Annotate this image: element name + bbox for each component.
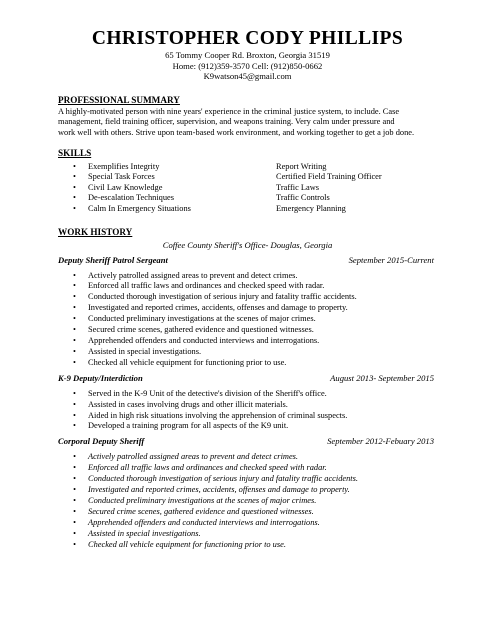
duty-item: • Assisted in special investigations. — [58, 347, 437, 358]
duty-item: • Assisted in special investigations. — [58, 529, 437, 540]
job-title: Deputy Sheriff Patrol Sergeant — [58, 254, 168, 265]
duty-item: • Aided in high risk situations involving the apprehension of criminal suspects. — [58, 411, 437, 422]
work-history-heading: WORK HISTORY — [58, 226, 133, 237]
skill-item: • Calm In Emergency Situations — [58, 204, 276, 215]
duty-item: • Apprehended offenders and conducted interviews and interrogations. — [58, 518, 437, 529]
job-dates: September 2015-Current — [348, 254, 434, 265]
skill-item: Certified Field Training Officer — [276, 172, 382, 182]
skill-item: • De-escalation Techniques — [58, 193, 276, 204]
skills-heading: SKILLS — [58, 147, 92, 158]
job-header — [58, 373, 437, 384]
duty-item: • Checked all vehicle equipment for functioning prior to use. — [58, 358, 437, 369]
summary-text — [58, 107, 437, 139]
job-duties — [58, 452, 437, 550]
duty-item: • Served in the K-9 Unit of the detective's division of the Sheriff's office. — [58, 389, 437, 400]
duty-item: • Actively patrolled assigned areas to prevent and detect crimes. — [58, 271, 437, 282]
email-line: K9watson45@gmail.com — [203, 71, 292, 82]
job-dates: September 2012-Febuary 2013 — [327, 436, 434, 447]
skill-item: Traffic Laws — [276, 182, 320, 192]
duty-item: • Enforced all traffic laws and ordinances and checked speed with radar. — [58, 463, 437, 474]
duty-item: • Conducted preliminary investigations at the scenes of major crimes. — [58, 496, 437, 507]
skill-item: • Civil Law Knowledge — [58, 183, 276, 194]
summary-line: A highly-motivated person with nine years' experience in the criminal justice system, to include. Case — [58, 106, 400, 116]
job-duties — [58, 389, 437, 433]
duty-item: • Investigated and reported crimes, accidents, offenses and damage to property. — [58, 303, 437, 314]
skill-item: • Exemplifies Integrity — [58, 162, 276, 173]
job-title: Corporal Deputy Sheriff — [58, 436, 145, 447]
job-header — [58, 436, 437, 447]
skill-item: Report Writing — [276, 161, 327, 171]
job-title: K-9 Deputy/Interdiction — [58, 372, 143, 383]
employer-name: Coffee County Sheriff's Office- Douglas, Georgia — [162, 239, 333, 250]
duty-item: • Checked all vehicle equipment for functioning prior to use. — [58, 540, 437, 551]
skills-list — [58, 162, 437, 215]
address-line: 65 Tommy Cooper Rd. Broxton, Georgia 31519 — [165, 50, 330, 60]
candidate-name: CHRISTOPHER CODY PHILLIPS — [91, 28, 404, 49]
duty-item: • Developed a training program for all aspects of the K9 unit. — [58, 421, 437, 432]
duty-item: • Conducted thorough investigation of serious injury and fatality traffic accidents. — [58, 474, 437, 485]
phone-line: Home: (912)359-3570 Cell: (912)850-0662 — [172, 60, 323, 71]
duty-item: • Actively patrolled assigned areas to prevent and detect crimes. — [58, 452, 437, 463]
duty-item: • Conducted thorough investigation of serious injury and fatality traffic accidents. — [58, 292, 437, 303]
skill-item: • Special Task Forces — [58, 172, 276, 183]
duty-item: • Apprehended offenders and conducted interviews and interrogations. — [58, 336, 437, 347]
skills-column-right — [276, 162, 382, 215]
contact-block — [58, 50, 437, 82]
job-header — [58, 255, 437, 266]
summary-line: work well with others. Strive upon team-based work environment, and working together to get a job done. — [58, 127, 415, 137]
duty-item: • Secured crime scenes, gathered evidence and questioned witnesses. — [58, 507, 437, 518]
duty-item: • Secured crime scenes, gathered evidence and questioned witnesses. — [58, 325, 437, 336]
job-duties — [58, 271, 437, 369]
summary-line: management, field training officer, supervision, and weapons training. Very calm under pressure and — [58, 117, 395, 127]
duty-item: • Conducted preliminary investigations at the scenes of major crimes. — [58, 314, 437, 325]
summary-heading: PROFESSIONAL SUMMARY — [58, 94, 180, 105]
skills-column-left — [58, 162, 276, 215]
duty-item: • Assisted in cases involving drugs and other illicit materials. — [58, 400, 437, 411]
duty-item: • Enforced all traffic laws and ordinances and checked speed with radar. — [58, 281, 437, 292]
job-dates: August 2013- September 2015 — [330, 372, 434, 383]
duty-item: • Investigated and reported crimes, accidents, offenses and damage to property. — [58, 485, 437, 496]
skill-item: Traffic Controls — [276, 193, 330, 203]
skill-item: Emergency Planning — [276, 203, 346, 213]
